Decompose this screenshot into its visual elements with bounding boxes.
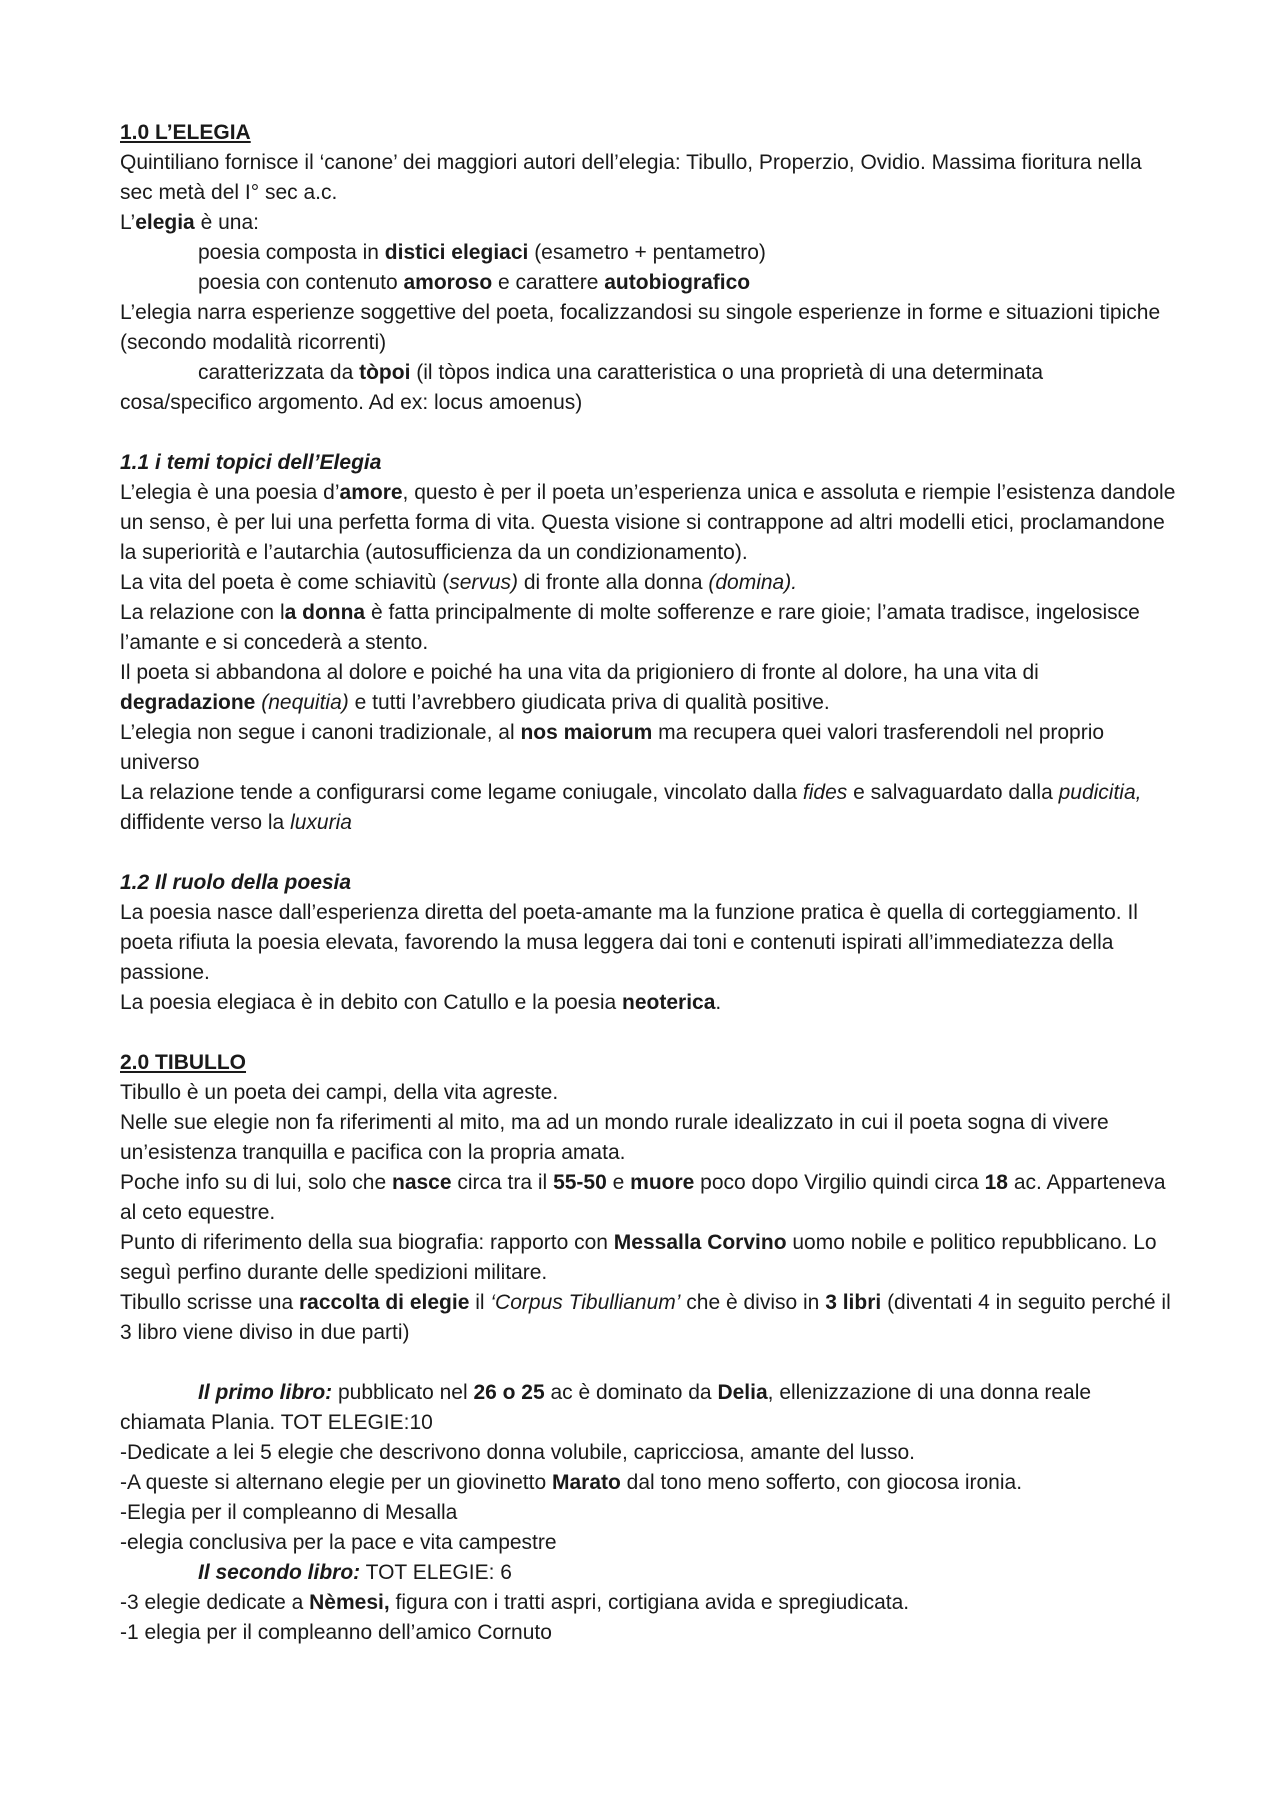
bold-term: nasce [392, 1171, 452, 1194]
spacer [120, 1348, 1180, 1378]
bold-term: 18 [984, 1171, 1008, 1194]
text-run: diffidente verso la [120, 811, 291, 834]
bold-term: Marato [551, 1471, 621, 1494]
text-run: e salvaguardato dalla [847, 781, 1059, 804]
paragraph [120, 208, 1180, 238]
text-run: La poesia elegiaca è in debito con Catullo e la poesia [120, 991, 623, 1014]
bold-term: 55-50 [553, 1171, 607, 1194]
indented-line [120, 238, 1180, 268]
text-run: L’ [120, 211, 136, 234]
bold-term: degradazione [120, 691, 256, 714]
text-run: caratterizzata da [198, 361, 360, 384]
bold-term: Messalla Corvino [613, 1231, 787, 1254]
text-run: L’elegia è una poesia d’ [120, 481, 340, 504]
paragraph: La poesia nasce dall’esperienza diretta del poeta-amante ma la funzione pratica è quella di corteggiamento. Il poeta rifiuta la poesia elevata, favorendo la musa leggera dai toni e contenuti ispirati all’immediatezza della passione. [120, 901, 1138, 984]
text-run: L’elegia non segue i canoni tradizionale, al [120, 721, 521, 744]
paragraph [120, 1288, 1180, 1348]
text-run: , ellenizzazione di una donna reale chiamata Plania. TOT ELEGIE:10 [120, 1381, 1092, 1434]
text-run: di fronte alla donna [518, 571, 709, 594]
text-run: pubblicato nel [332, 1381, 474, 1404]
text-run: e carattere [492, 271, 605, 294]
paragraph [120, 1228, 1180, 1288]
text-run: La vita del poeta è come schiavitù ( [120, 571, 450, 594]
list-item: -elegia conclusiva per la pace e vita campestre [120, 1531, 557, 1554]
paragraph [120, 778, 1180, 838]
bold-term: distici elegiaci [384, 241, 529, 264]
paragraph [120, 1168, 1180, 1228]
text-run: La relazione con l [120, 601, 285, 624]
list-item [120, 1468, 1180, 1498]
text-run: (il tòpos indica una caratteristica o una proprietà di una determinata cosa/specifico argomento. Ad ex: locus amoenus) [120, 361, 1044, 414]
text-run: è una: [194, 211, 259, 234]
text-run: , questo è per il poeta un’esperienza unica e assoluta e riempie l’esistenza dandole un senso, è per lui una perfetta forma di vita. Questa visione si contrappone ad altri modelli etici, proclamandone la superiorità e l’autarchia (autosufficienza da un condizionamento). [120, 481, 1176, 564]
text-run: dal tono meno sofferto, con giocosa ironia. [620, 1471, 1023, 1494]
italic-term: luxuria [290, 811, 352, 834]
text-run: figura con i tratti aspri, cortigiana avida e spregiudicata. [389, 1591, 910, 1614]
text-run: che è diviso in [680, 1291, 826, 1314]
text-run: poesia composta in [198, 241, 385, 264]
document-page [120, 118, 1180, 1648]
paragraph [120, 568, 1180, 598]
book-two-label: Il secondo libro: [198, 1561, 361, 1584]
text-run: TOT ELEGIE: 6 [360, 1561, 512, 1584]
text-run: poco dopo Virgilio quindi circa [694, 1171, 985, 1194]
text-run: (esametro + pentametro) [528, 241, 766, 264]
bold-term: Nèmesi, [309, 1591, 390, 1614]
subsection-heading-ruolo: 1.2 Il ruolo della poesia [120, 871, 352, 894]
paragraph: L’elegia narra esperienze soggettive del poeta, focalizzandosi su singole esperienze in forme e situazioni tipiche (secondo modalità ricorrenti) [120, 301, 1161, 354]
bold-term: raccolta di elegie [298, 1291, 470, 1314]
text-run: poesia con contenuto [198, 271, 404, 294]
paragraph [120, 718, 1180, 778]
bold-term: neoterica [622, 991, 716, 1014]
list-item [120, 1588, 1180, 1618]
text-run: (diventati 4 in seguito perché il 3 libro viene diviso in due parti) [120, 1291, 1171, 1344]
text-run: Punto di riferimento della sua biografia: rapporto con [120, 1231, 614, 1254]
subsection-heading-temi: 1.1 i temi topici dell’Elegia [120, 451, 382, 474]
text-run: ac è dominato da [544, 1381, 718, 1404]
paragraph: Nelle sue elegie non fa riferimenti al mito, ma ad un mondo rurale idealizzato in cui il poeta sogna di vivere un’esistenza tranquilla e pacifica con la propria amata. [120, 1111, 1109, 1164]
book-two-paragraph [120, 1558, 1180, 1588]
list-item: -Elegia per il compleanno di Mesalla [120, 1501, 458, 1524]
italic-term: pudicitia, [1058, 781, 1142, 804]
section-heading-tibullo: 2.0 TIBULLO [120, 1051, 247, 1074]
paragraph [120, 598, 1180, 658]
paragraph [120, 988, 1180, 1018]
italic-term: (domina). [708, 571, 798, 594]
bold-term: elegia [135, 211, 195, 234]
text-run: è fatta principalmente di molte sofferenze e rare gioie; l’amata tradisce, ingelosisce l’amante e si concederà a stento. [120, 601, 1140, 654]
bold-term: autobiografico [604, 271, 751, 294]
bold-term: muore [630, 1171, 695, 1194]
text-run: -3 elegie dedicate a [120, 1591, 310, 1614]
indented-line [120, 268, 1180, 298]
text-run: Tibullo scrisse una [120, 1291, 299, 1314]
section-heading-elegia: 1.0 L’ELEGIA [120, 121, 251, 144]
text-run: uomo nobile e politico repubblicano. Lo seguì perfino durante delle spedizioni militare. [120, 1231, 1157, 1284]
text-run: -A queste si alternano elegie per un giovinetto [120, 1471, 552, 1494]
list-item: -1 elegia per il compleanno dell’amico Cornuto [120, 1621, 552, 1644]
paragraph [120, 478, 1180, 568]
text-run: . [715, 991, 722, 1014]
text-run: ac. Apparteneva al ceto equestre. [120, 1171, 1166, 1224]
text-run: e [606, 1171, 631, 1194]
bold-term: 26 o 25 [473, 1381, 545, 1404]
bold-term: Delia [717, 1381, 768, 1404]
list-item: -Dedicate a lei 5 elegie che descrivono donna volubile, capricciosa, amante del lusso. [120, 1441, 915, 1464]
italic-term: servus) [449, 571, 519, 594]
text-run: Poche info su di lui, solo che [120, 1171, 392, 1194]
text-run: il [469, 1291, 491, 1314]
paragraph [120, 658, 1180, 718]
text-run: La relazione tende a configurarsi come legame coniugale, vincolato dalla [120, 781, 803, 804]
italic-term: (nequitia) [261, 691, 349, 714]
bold-term: amore [339, 481, 403, 504]
italic-term: fides [802, 781, 848, 804]
spacer [120, 1018, 1180, 1048]
spacer [120, 418, 1180, 448]
bold-term: nos maiorum [520, 721, 653, 744]
indented-paragraph [120, 358, 1180, 418]
bold-term: a donna [284, 601, 366, 624]
book-one-paragraph [120, 1378, 1180, 1438]
text-run: e tutti l’avrebbero giudicata priva di qualità positive. [348, 691, 830, 714]
bold-term: 3 libri [825, 1291, 882, 1314]
bold-term: tòpoi [359, 361, 411, 384]
text-run: Il poeta si abbandona al dolore e poiché ha una vita da prigioniero di fronte al dolore, ha una vita di [120, 661, 1039, 684]
bold-term: amoroso [403, 271, 493, 294]
text-run: ma recupera quei valori trasferendoli nel proprio universo [120, 721, 1105, 774]
book-one-label: Il primo libro: [198, 1381, 333, 1404]
spacer [120, 838, 1180, 868]
paragraph: Tibullo è un poeta dei campi, della vita agreste. [120, 1081, 559, 1104]
text-run: circa tra il [451, 1171, 554, 1194]
italic-term: ‘Corpus Tibullianum’ [490, 1291, 681, 1314]
paragraph: Quintiliano fornisce il ‘canone’ dei maggiori autori dell’elegia: Tibullo, Properzio, Ovidio. Massima fioritura nella sec metà del I° sec a.c. [120, 151, 1142, 204]
